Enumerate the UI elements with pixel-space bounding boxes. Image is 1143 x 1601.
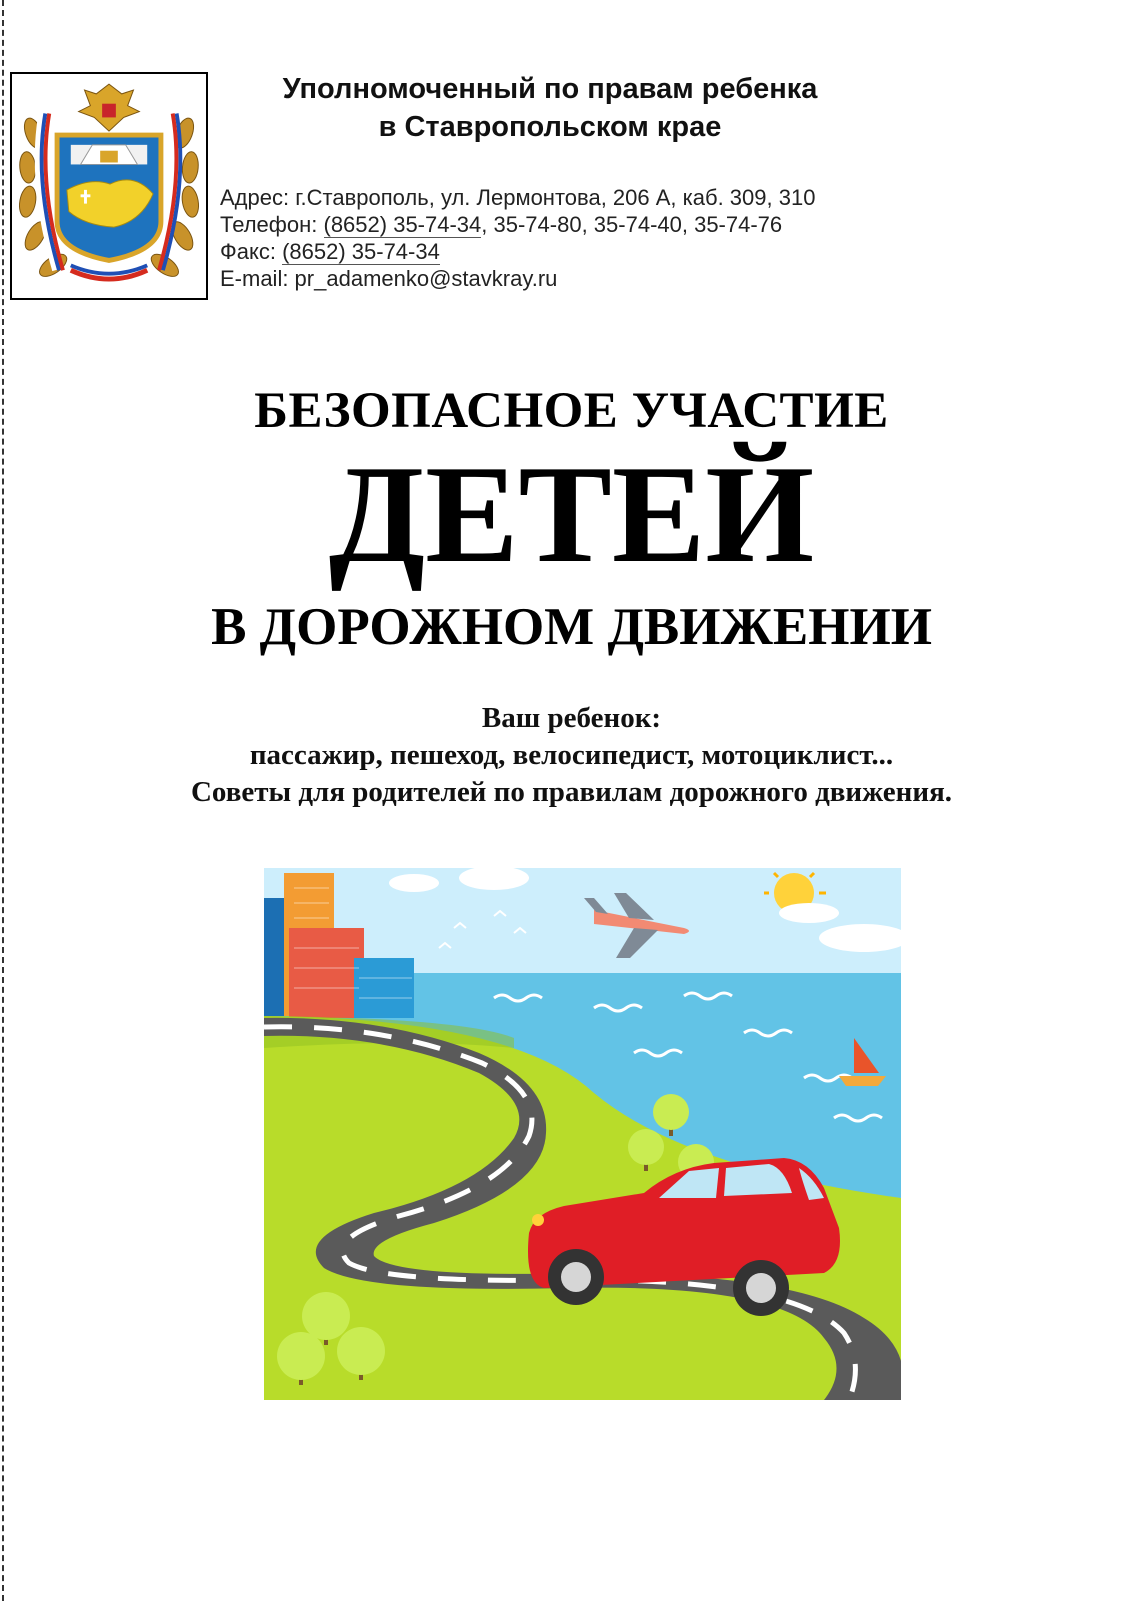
subtitle-block [0, 700, 1143, 811]
fax-number: (8652) 35-74-34 [282, 239, 440, 264]
subtitle-line-3: Советы для родителей по правилам дорожного движения. [190, 776, 953, 808]
contacts-block [220, 184, 920, 292]
phone-label: Телефон: [220, 212, 324, 237]
road-illustration [264, 868, 901, 1400]
fax-label: Факс: [220, 239, 283, 264]
org-line-1: Уполномоченный по правам ребенка [282, 73, 818, 105]
address-line: Адрес: г.Ставрополь, ул. Лермонтова, 206 А, каб. 309, 310 [220, 185, 816, 210]
fax-line [220, 238, 920, 265]
coat-of-arms-emblem [10, 72, 208, 300]
title-line-2: ДЕТЕЙ [328, 437, 815, 592]
phone-line [220, 211, 920, 238]
city-road-car-illustration [264, 868, 901, 1400]
subtitle-line-1: Ваш ребенок: [481, 702, 662, 734]
phone-main-link[interactable]: (8652) 35-74-34 [323, 212, 482, 237]
title-line-1: БЕЗОПАСНОЕ УЧАСТИЕ [254, 383, 889, 439]
org-line-2: в Ставропольском крае [378, 111, 722, 143]
title-line-3: В ДОРОЖНОМ ДВИЖЕНИИ [211, 598, 932, 656]
coat-of-arms-icon [12, 74, 206, 298]
phone-others: , 35-74-80, 35-74-40, 35-74-76 [481, 212, 783, 237]
subtitle-line-2: пассажир, пешеход, велосипедист, мотоциклист... [249, 739, 894, 771]
email-line[interactable]: E-mail: pr_adamenko@stavkray.ru [220, 266, 558, 291]
organization-title [220, 70, 880, 146]
